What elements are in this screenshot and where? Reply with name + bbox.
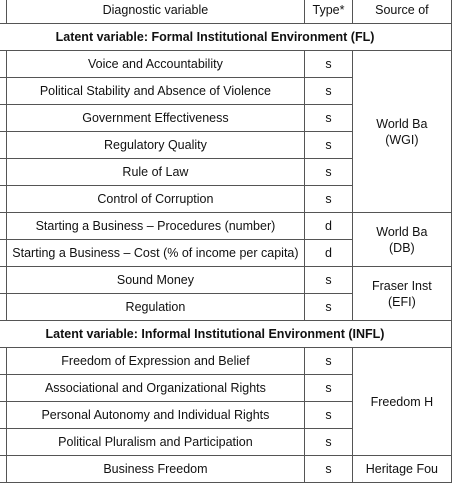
- variable-cell: Business Freedom: [6, 456, 305, 483]
- latent-informal-label: Latent variable: Informal Institutional Environment (INFL): [0, 321, 452, 348]
- source-efi-cell: [352, 267, 451, 321]
- type-cell: s: [305, 429, 352, 456]
- source-db-cell: [352, 213, 451, 267]
- type-cell: s: [305, 132, 352, 159]
- variable-cell: Political Stability and Absence of Violence: [6, 78, 305, 105]
- type-cell: s: [305, 294, 352, 321]
- type-cell: s: [305, 51, 352, 78]
- header-type: Type*: [305, 0, 352, 24]
- header-source: Source of: [352, 0, 451, 24]
- variable-cell: Freedom of Expression and Belief: [6, 348, 305, 375]
- variable-cell: Political Pluralism and Participation: [6, 429, 305, 456]
- source-wgi-line2: (WGI): [385, 132, 419, 147]
- latent-row-formal: [0, 24, 452, 51]
- source-db-line2: (DB): [389, 240, 415, 255]
- variable-cell: Voice and Accountability: [6, 51, 305, 78]
- source-wgi-line1: World Ba: [376, 116, 428, 131]
- type-cell: s: [305, 78, 352, 105]
- type-cell: s: [305, 402, 352, 429]
- variable-cell: Control of Corruption: [6, 186, 305, 213]
- type-cell: d: [305, 213, 352, 240]
- type-cell: s: [305, 267, 352, 294]
- source-fh-cell: Freedom H: [352, 348, 451, 456]
- type-cell: s: [305, 456, 352, 483]
- header-row: [0, 0, 452, 24]
- type-cell: s: [305, 186, 352, 213]
- table-row: [0, 267, 452, 294]
- table-row: [0, 348, 452, 375]
- table-row: [0, 51, 452, 78]
- variable-cell: Starting a Business – Procedures (number): [6, 213, 305, 240]
- table-row: [0, 213, 452, 240]
- source-efi-line2: (EFI): [387, 294, 416, 309]
- variable-cell: Government Effectiveness: [6, 105, 305, 132]
- table-row: [0, 456, 452, 483]
- variable-cell: Regulatory Quality: [6, 132, 305, 159]
- type-cell: s: [305, 375, 352, 402]
- variable-cell: Rule of Law: [6, 159, 305, 186]
- source-hf-cell: Heritage Fou: [352, 456, 451, 483]
- variable-cell: Starting a Business – Cost (% of income per capita): [6, 240, 305, 267]
- type-cell: s: [305, 348, 352, 375]
- source-db-line1: World Ba: [376, 224, 428, 239]
- variable-cell: Personal Autonomy and Individual Rights: [6, 402, 305, 429]
- variable-cell: Sound Money: [6, 267, 305, 294]
- source-efi-line1: Fraser Inst: [371, 278, 432, 293]
- type-cell: d: [305, 240, 352, 267]
- latent-row-informal: [0, 321, 452, 348]
- variable-cell: Regulation: [6, 294, 305, 321]
- variable-cell: Associational and Organizational Rights: [6, 375, 305, 402]
- latent-formal-label: Latent variable: Formal Institutional Environment (FL): [0, 24, 452, 51]
- header-diagnostic-variable: Diagnostic variable: [6, 0, 305, 24]
- source-wgi-cell: [352, 51, 451, 213]
- type-cell: s: [305, 159, 352, 186]
- type-cell: s: [305, 105, 352, 132]
